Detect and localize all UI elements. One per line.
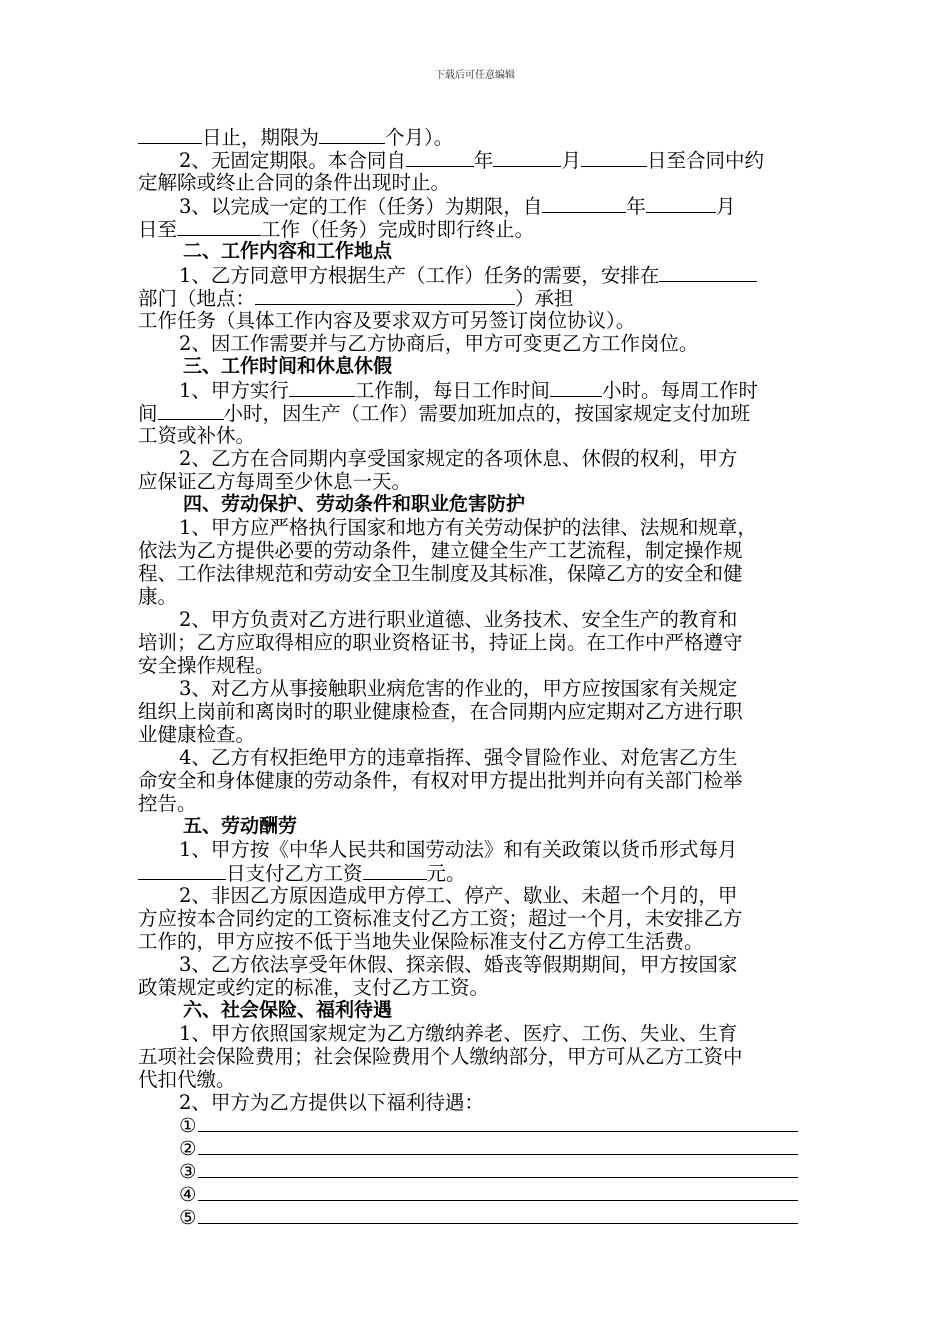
- text-line: 政策规定或约定的标准，支付乙方工资。: [138, 976, 490, 999]
- fill-blank: [550, 378, 602, 397]
- text-line: 3、乙方依法享受年休假、探亲假、婚丧等假期期间，甲方按国家: [179, 953, 738, 976]
- text-line: 3、以完成一定的工作（任务）为期限，自 年 月: [179, 195, 736, 218]
- text-line: 部门（地点： ）承担: [138, 287, 574, 310]
- text-line: 日至 工作（任务）完成时即行终止。: [138, 218, 535, 241]
- text-line: 命安全和身体健康的劳动条件，有权对甲方提出批判并向有关部门检举: [138, 769, 743, 792]
- fill-blank: [542, 194, 626, 213]
- section-heading: 六、社会保险、福利待遇: [183, 999, 393, 1021]
- text-line: 2、乙方在合同期内享受国家规定的各项休息、休假的权利，甲方: [179, 447, 738, 470]
- text-line: 1、甲方实行 工作制，每日工作时间 小时。每周工作时: [179, 379, 758, 402]
- text-line: 组织上岗前和离岗时的职业健康检查，在合同期内应定期对乙方进行职: [138, 700, 743, 723]
- section-heading: 四、劳动保护、劳动条件和职业危害防护: [183, 493, 526, 515]
- text-line: 日支付乙方工资 元。: [138, 861, 838, 884]
- text-line: 工作任务（具体工作内容及要求双方可另签订岗位协议）。: [138, 309, 636, 332]
- text-line: 3、对乙方从事接触职业病危害的作业的，甲方应按国家有关规定: [179, 677, 738, 700]
- text-line: 控告。: [138, 792, 197, 815]
- text-line: 4、乙方有权拒绝甲方的违章指挥、强令冒险作业、对危害乙方生: [179, 746, 738, 769]
- fill-line: [198, 1160, 798, 1178]
- fill-blank: [659, 263, 757, 282]
- text-line: 2、无固定期限。本合同自 年 月 日至合同中约: [179, 149, 764, 172]
- contract-body: [138, 125, 838, 1229]
- section-heading: 二、工作内容和工作地点: [183, 240, 393, 262]
- fill-blank: [363, 861, 427, 880]
- fill-blank: [646, 194, 716, 213]
- fill-blank: [289, 378, 355, 397]
- text-line: 培训；乙方应取得相应的职业资格证书，持证上岗。在工作中严格遵守: [138, 631, 743, 654]
- text-line: 1、甲方应严格执行国家和地方有关劳动保护的法律、法规和规章，: [179, 516, 757, 539]
- text-line: 1、甲方依照国家规定为乙方缴纳养老、医疗、工伤、失业、生育: [179, 1022, 738, 1045]
- page-header: 下载后可任意编辑: [435, 70, 515, 81]
- welfare-item: ④: [138, 1183, 838, 1206]
- text-line: 定解除或终止合同的条件出现时止。: [138, 171, 451, 194]
- text-line: 1、甲方按《中华人民共和国劳动法》和有关政策以货币形式每月: [179, 838, 738, 861]
- text-line: 依法为乙方提供必要的劳动条件，建立健全生产工艺流程，制定操作规: [138, 539, 743, 562]
- fill-line: [198, 1206, 798, 1224]
- section-heading: 五、劳动酬劳: [183, 815, 298, 837]
- text-line: 工资或补休。: [138, 424, 256, 447]
- welfare-item: ③: [138, 1160, 838, 1183]
- text-line: 业健康检查。: [138, 723, 256, 746]
- text-line: 2、因工作需要并与乙方协商后，甲方可变更乙方工作岗位。: [179, 332, 699, 355]
- fill-blank: [319, 125, 385, 144]
- fill-blank: [255, 286, 515, 305]
- fill-blank: [177, 217, 261, 236]
- welfare-item: ②: [138, 1137, 838, 1160]
- fill-blank: [158, 401, 224, 420]
- text-line: 康。: [138, 585, 178, 608]
- welfare-item: ①: [138, 1114, 838, 1137]
- fill-line: [198, 1137, 798, 1155]
- welfare-item: ⑤: [138, 1206, 838, 1229]
- fill-blank: [581, 148, 647, 167]
- text-line: 间 小时，因生产（工作）需要加班加点的，按国家规定支付加班: [138, 402, 751, 425]
- text-line: 日止，期限为 个月）。: [138, 125, 838, 148]
- text-line: 2、非因乙方原因造成甲方停工、停产、歇业、未超一个月的，甲: [179, 884, 738, 907]
- fill-blank: [138, 861, 226, 880]
- text-line: 工作的，甲方应按不低于当地失业保险标准支付乙方停工生活费。: [138, 930, 704, 953]
- fill-blank: [138, 125, 202, 144]
- fill-line: [198, 1183, 798, 1201]
- text-line: 2、甲方负责对乙方进行职业道德、业务技术、安全生产的教育和: [179, 608, 738, 631]
- text-line: 应保证乙方每周至少休息一天。: [138, 470, 412, 493]
- section-heading: 三、工作时间和休息休假: [183, 355, 393, 377]
- text-line: 方应按本合同约定的工资标准支付乙方工资；超过一个月，未安排乙方: [138, 907, 743, 930]
- text-line: 2、甲方为乙方提供以下福利待遇：: [179, 1091, 484, 1114]
- fill-blank: [493, 148, 561, 167]
- text-line: 五项社会保险费用；社会保险费用个人缴纳部分，甲方可从乙方工资中: [138, 1045, 743, 1068]
- text-line: 程、工作法律规范和劳动安全卫生制度及其标准，保障乙方的安全和健: [138, 562, 743, 585]
- fill-blank: [406, 148, 474, 167]
- fill-line: [198, 1114, 798, 1132]
- text-line: 安全操作规程。: [138, 654, 275, 677]
- text-line: 代扣代缴。: [138, 1068, 236, 1091]
- text-line: 1、乙方同意甲方根据生产（工作）任务的需要，安排在: [138, 263, 838, 286]
